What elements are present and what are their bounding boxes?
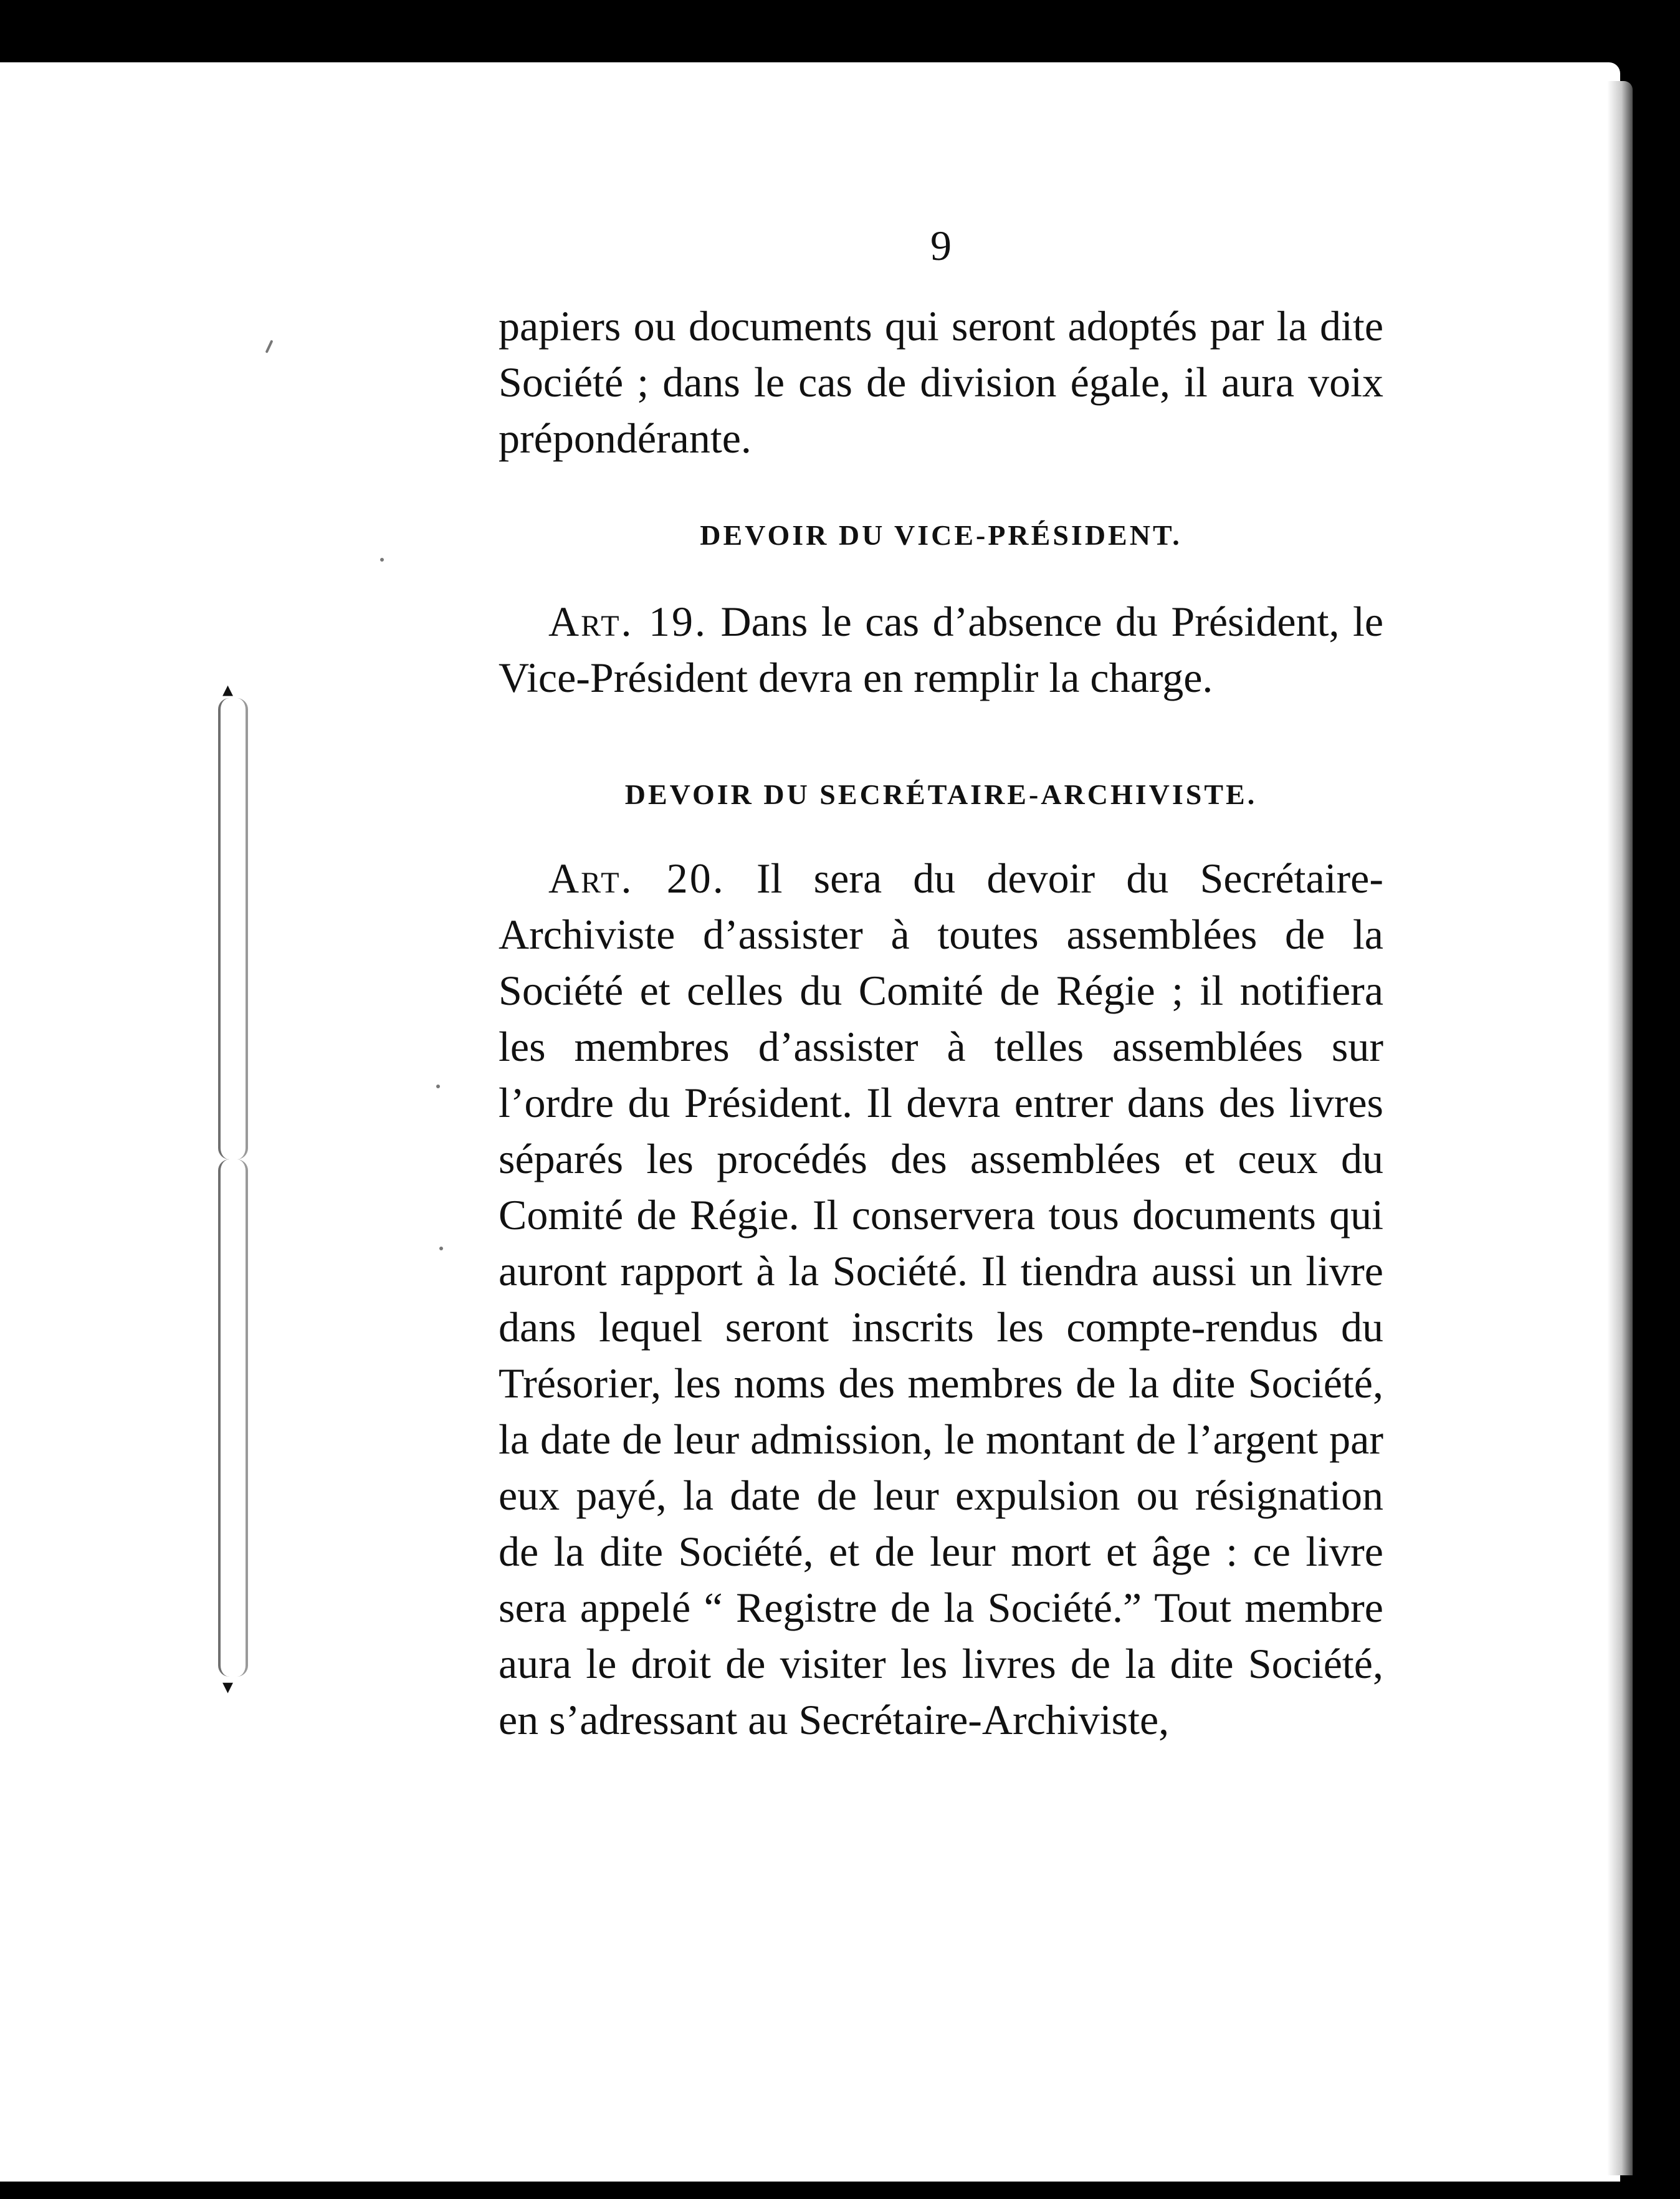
page-text [499,224,1383,1748]
article-19-text: Dans le cas d’absence du Président, le Vice-Président devra en remplir la charge. [499,598,1384,701]
continued-paragraph: papiers ou documents qui seront adoptés par la dite Société ; dans le cas de division égale, il aura voix prépondérante. [499,302,1383,462]
page-edge-shadow [1608,81,1633,2175]
article-20 [499,850,1383,1748]
heading-secretaire-archiviste: DEVOIR DU SECRÉTAIRE-ARCHIVISTE. [624,779,1258,810]
binding-stitch-upper [218,698,248,1159]
heading-vice-president: DEVOIR DU VICE-PRÉSIDENT. [700,519,1182,551]
article-20-label: Art. 20. [548,855,725,902]
stitch-bottom-mark: ▾ [222,1675,234,1698]
article-19-label: Art. 19. [548,598,708,645]
page-number: 9 [930,222,952,269]
paper-speck [439,1247,443,1250]
paper-speck [436,1085,440,1088]
stitch-top-mark: ▴ [222,678,234,701]
paper-speck [380,558,384,562]
article-20-text: Il sera du devoir du Secrétaire-Archiviste d’assister à toutes assemblées de la Société et celles du Comité de Régie ; il notifiera les membres d’assister à telles assemblées sur l’ordre du Président. Il devra entrer dans des livres séparés les procédés des assemblées et ceux du Comité de Régie. Il conservera tous documents qui auront rapport à la Société. Il tiendra aussi un livre dans lequel seront inscrits les compte-rendus du Trésorier, les noms des membres de la dite Société, la date de leur admission, le montant de l’argent par eux payé, la date de leur expulsion ou résignation de la dite Société, et de leur mort et âge : ce livre sera appelé “ Registre de la Société.” Tout membre aura le droit de visiter les livres de la dite Société, en s’adressant au Secrétaire-Archiviste, [499,855,1384,1743]
article-19 [499,593,1383,706]
binding-stitch-lower [218,1159,248,1677]
